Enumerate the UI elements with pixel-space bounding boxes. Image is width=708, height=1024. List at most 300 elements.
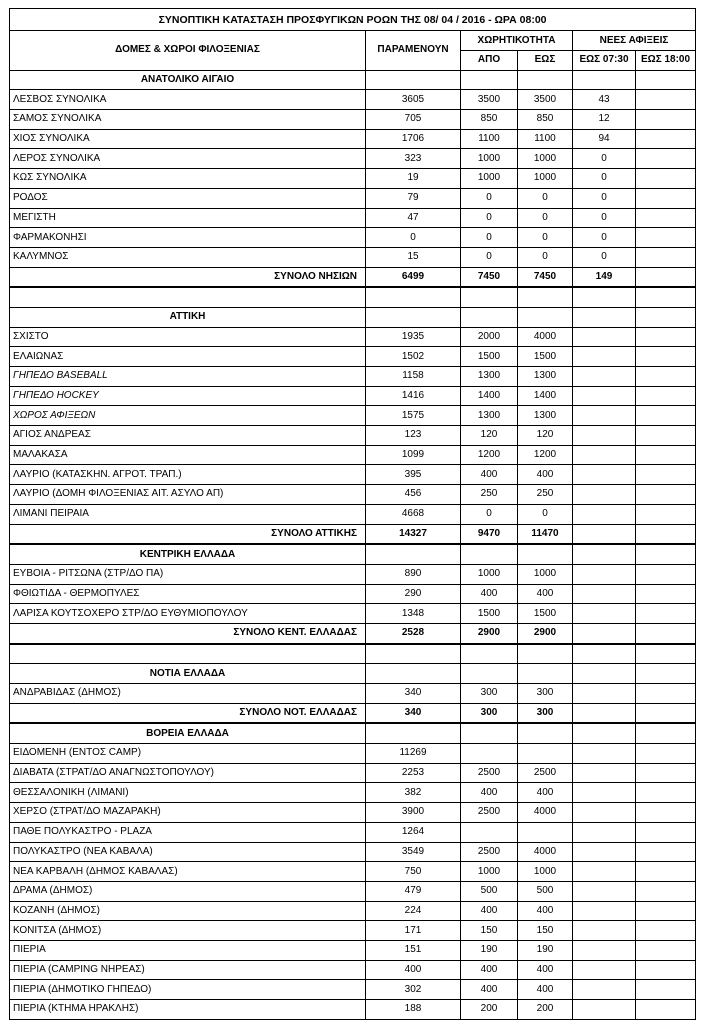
arrivals-1800-cell: [636, 287, 696, 307]
facility-name-cell: ΒΟΡΕΙΑ ΕΛΛΑΔΑ: [10, 723, 366, 743]
capacity-to-cell: 500: [518, 881, 573, 901]
arrivals-1800-cell: [636, 524, 696, 544]
arrivals-1800-cell: [636, 604, 696, 624]
remaining-cell: 2528: [366, 623, 461, 643]
remaining-cell: 705: [366, 110, 461, 130]
arrivals-1800-cell: [636, 783, 696, 803]
arrivals-0730-cell: [573, 940, 636, 960]
capacity-from-cell: [461, 307, 518, 327]
table-row: [10, 564, 696, 584]
facility-name-cell: ΣΧΙΣΤΟ: [10, 327, 366, 347]
facility-name-cell: ΣΥΝΟΛΟ ΑΤΤΙΚΗΣ: [10, 524, 366, 544]
table-row: [10, 862, 696, 882]
capacity-from-cell: 0: [461, 247, 518, 267]
remaining-cell: 3900: [366, 803, 461, 823]
capacity-from-cell: 1000: [461, 149, 518, 169]
arrivals-1800-cell: [636, 584, 696, 604]
section-header-row: [10, 544, 696, 564]
arrivals-0730-cell: [573, 980, 636, 1000]
remaining-cell: 290: [366, 584, 461, 604]
table-row: [10, 386, 696, 406]
capacity-to-cell: [518, 644, 573, 664]
title-row: [10, 9, 696, 31]
facility-name-cell: ΚΩΣ ΣΥΝΟΛΙΚΑ: [10, 169, 366, 189]
capacity-to-cell: 400: [518, 783, 573, 803]
arrivals-1800-cell: [636, 723, 696, 743]
capacity-from-cell: 2000: [461, 327, 518, 347]
arrivals-1800-cell: [636, 504, 696, 524]
capacity-from-cell: [461, 744, 518, 764]
table-row: [10, 445, 696, 465]
capacity-from-cell: 1300: [461, 406, 518, 426]
capacity-from-cell: 2500: [461, 842, 518, 862]
arrivals-0730-cell: 0: [573, 208, 636, 228]
arrivals-1800-cell: [636, 644, 696, 664]
table-row: [10, 110, 696, 130]
arrivals-0730-cell: [573, 862, 636, 882]
arrivals-0730-cell: 0: [573, 169, 636, 189]
capacity-to-cell: 1000: [518, 564, 573, 584]
arrivals-1800-cell: [636, 149, 696, 169]
capacity-to-cell: 1200: [518, 445, 573, 465]
arrivals-1800-cell: [636, 901, 696, 921]
arrivals-0730-cell: [573, 485, 636, 505]
arrivals-0730-cell: [573, 327, 636, 347]
capacity-to-cell: 0: [518, 504, 573, 524]
remaining-cell: [366, 723, 461, 743]
facility-name-cell: ΦΑΡΜΑΚΟΝΗΣΙ: [10, 228, 366, 248]
arrivals-0730-cell: [573, 604, 636, 624]
arrivals-0730-cell: [573, 584, 636, 604]
table-row: [10, 208, 696, 228]
arrivals-1800-cell: [636, 862, 696, 882]
remaining-cell: 890: [366, 564, 461, 584]
remaining-cell: 11269: [366, 744, 461, 764]
capacity-from-cell: 0: [461, 504, 518, 524]
remaining-cell: 3549: [366, 842, 461, 862]
header-row-1: [10, 31, 696, 51]
facility-name-cell: ΦΘΙΩΤΙΔΑ - ΘΕΡΜΟΠΥΛΕΣ: [10, 584, 366, 604]
remaining-cell: [366, 544, 461, 564]
arrivals-1800-cell: [636, 426, 696, 446]
capacity-from-cell: 400: [461, 465, 518, 485]
capacity-to-cell: [518, 744, 573, 764]
arrivals-1800-cell: [636, 744, 696, 764]
capacity-to-cell: 190: [518, 940, 573, 960]
capacity-to-cell: 1000: [518, 862, 573, 882]
table-row: [10, 228, 696, 248]
arrivals-1800-cell: [636, 842, 696, 862]
arrivals-0730-cell: [573, 803, 636, 823]
facility-name-cell: ΠΙΕΡΙΑ (ΔΗΜΟΤΙΚΟ ΓΗΠΕΔΟ): [10, 980, 366, 1000]
remaining-cell: 323: [366, 149, 461, 169]
capacity-from-cell: 2500: [461, 763, 518, 783]
table-row: [10, 485, 696, 505]
arrivals-1800-cell: [636, 763, 696, 783]
arrivals-0730-cell: [573, 960, 636, 980]
arrivals-0730-cell: [573, 465, 636, 485]
header-arrivals-0730: ΕΩΣ 07:30: [573, 51, 636, 71]
facility-name-cell: ΧΕΡΣΟ (ΣΤΡΑΤ/ΔΟ ΜΑΖΑΡΑΚΗ): [10, 803, 366, 823]
table-row: [10, 327, 696, 347]
capacity-from-cell: 2900: [461, 623, 518, 643]
arrivals-1800-cell: [636, 169, 696, 189]
capacity-to-cell: 0: [518, 228, 573, 248]
remaining-cell: 1158: [366, 367, 461, 387]
capacity-from-cell: 400: [461, 980, 518, 1000]
arrivals-1800-cell: [636, 267, 696, 287]
table-row: [10, 980, 696, 1000]
remaining-cell: 15: [366, 247, 461, 267]
table-row: [10, 465, 696, 485]
capacity-to-cell: 250: [518, 485, 573, 505]
arrivals-1800-cell: [636, 564, 696, 584]
table-row: [10, 881, 696, 901]
arrivals-1800-cell: [636, 129, 696, 149]
capacity-to-cell: 1500: [518, 604, 573, 624]
remaining-cell: 47: [366, 208, 461, 228]
capacity-to-cell: 2500: [518, 763, 573, 783]
arrivals-1800-cell: [636, 544, 696, 564]
capacity-to-cell: [518, 307, 573, 327]
header-remaining: ΠΑΡΑΜΕΝΟΥΝ: [366, 31, 461, 71]
arrivals-1800-cell: [636, 960, 696, 980]
arrivals-0730-cell: [573, 644, 636, 664]
blank-row: [10, 644, 696, 664]
capacity-to-cell: [518, 544, 573, 564]
facility-name-cell: ΛΕΣΒΟΣ ΣΥΝΟΛΙΚΑ: [10, 90, 366, 110]
table-row: [10, 169, 696, 189]
arrivals-0730-cell: [573, 307, 636, 327]
capacity-from-cell: 200: [461, 1000, 518, 1020]
capacity-from-cell: 1400: [461, 386, 518, 406]
facility-name-cell: ΣΥΝΟΛΟ ΝΗΣΙΩΝ: [10, 267, 366, 287]
arrivals-1800-cell: [636, 90, 696, 110]
arrivals-1800-cell: [636, 347, 696, 367]
arrivals-0730-cell: [573, 901, 636, 921]
arrivals-0730-cell: [573, 445, 636, 465]
arrivals-1800-cell: [636, 208, 696, 228]
remaining-cell: [366, 664, 461, 684]
facility-name-cell: ΝΕΑ ΚΑΡΒΑΛΗ (ΔΗΜΟΣ ΚΑΒΑΛΑΣ): [10, 862, 366, 882]
facility-name-cell: ΑΤΤΙΚΗ: [10, 307, 366, 327]
facility-name-cell: ΕΙΔΟΜΕΝΗ (ΕΝΤΟΣ CAMP): [10, 744, 366, 764]
remaining-cell: 340: [366, 684, 461, 704]
arrivals-1800-cell: [636, 1000, 696, 1020]
remaining-cell: [366, 644, 461, 664]
capacity-from-cell: 9470: [461, 524, 518, 544]
capacity-from-cell: 400: [461, 901, 518, 921]
table-row: [10, 940, 696, 960]
capacity-to-cell: 1500: [518, 347, 573, 367]
table-row: [10, 960, 696, 980]
remaining-cell: 456: [366, 485, 461, 505]
facility-name-cell: ΛΑΡΙΣΑ ΚΟΥΤΣΟΧΕΡΟ ΣΤΡ/ΔΟ ΕΥΘΥΜΙΟΠΟΥΛΟΥ: [10, 604, 366, 624]
table-row: [10, 803, 696, 823]
capacity-from-cell: 300: [461, 703, 518, 723]
capacity-from-cell: 120: [461, 426, 518, 446]
facility-name-cell: [10, 287, 366, 307]
remaining-cell: 1348: [366, 604, 461, 624]
arrivals-0730-cell: [573, 703, 636, 723]
facility-name-cell: ΝΟΤΙΑ ΕΛΛΑΔΑ: [10, 664, 366, 684]
facility-name-cell: ΚΟΝΙΤΣΑ (ΔΗΜΟΣ): [10, 921, 366, 941]
arrivals-0730-cell: 94: [573, 129, 636, 149]
facility-name-cell: ΚΑΛΥΜΝΟΣ: [10, 247, 366, 267]
facility-name-cell: ΠΟΛΥΚΑΣΤΡΟ (ΝΕΑ ΚΑΒΑΛΑ): [10, 842, 366, 862]
header-capacity: ΧΩΡΗΤΙΚΟΤΗΤΑ: [461, 31, 573, 51]
remaining-cell: 6499: [366, 267, 461, 287]
arrivals-0730-cell: [573, 1000, 636, 1020]
capacity-from-cell: 1500: [461, 347, 518, 367]
table-row: [10, 367, 696, 387]
arrivals-1800-cell: [636, 921, 696, 941]
table-row: [10, 149, 696, 169]
header-new-arrivals: ΝΕΕΣ ΑΦΙΞΕΙΣ: [573, 31, 696, 51]
table-row: [10, 426, 696, 446]
capacity-from-cell: 400: [461, 584, 518, 604]
capacity-to-cell: 4000: [518, 327, 573, 347]
facility-name-cell: ΜΕΓΙΣΤΗ: [10, 208, 366, 228]
capacity-to-cell: 300: [518, 684, 573, 704]
facility-name-cell: ΛΕΡΟΣ ΣΥΝΟΛΙΚΑ: [10, 149, 366, 169]
capacity-to-cell: 1400: [518, 386, 573, 406]
capacity-from-cell: 0: [461, 188, 518, 208]
table-row: [10, 842, 696, 862]
capacity-from-cell: 1000: [461, 862, 518, 882]
capacity-to-cell: 1300: [518, 367, 573, 387]
arrivals-0730-cell: 0: [573, 149, 636, 169]
arrivals-1800-cell: [636, 110, 696, 130]
arrivals-0730-cell: 149: [573, 267, 636, 287]
remaining-cell: 1935: [366, 327, 461, 347]
arrivals-0730-cell: [573, 347, 636, 367]
remaining-cell: 479: [366, 881, 461, 901]
capacity-to-cell: 1000: [518, 149, 573, 169]
capacity-from-cell: [461, 287, 518, 307]
table-row: [10, 783, 696, 803]
arrivals-1800-cell: [636, 386, 696, 406]
arrivals-0730-cell: [573, 842, 636, 862]
arrivals-0730-cell: 43: [573, 90, 636, 110]
facility-name-cell: ΑΓΙΟΣ ΑΝΔΡΕΑΣ: [10, 426, 366, 446]
total-row: [10, 703, 696, 723]
arrivals-1800-cell: [636, 307, 696, 327]
arrivals-1800-cell: [636, 881, 696, 901]
capacity-from-cell: 2500: [461, 803, 518, 823]
arrivals-0730-cell: 0: [573, 188, 636, 208]
capacity-from-cell: 500: [461, 881, 518, 901]
remaining-cell: 395: [366, 465, 461, 485]
capacity-from-cell: 7450: [461, 267, 518, 287]
facility-name-cell: ΓΗΠΕΔΟ HOCKEY: [10, 386, 366, 406]
facility-name-cell: ΘΕΣΣΑΛΟΝΙΚΗ (ΛΙΜΑΝΙ): [10, 783, 366, 803]
arrivals-0730-cell: 0: [573, 247, 636, 267]
arrivals-0730-cell: [573, 783, 636, 803]
remaining-cell: [366, 307, 461, 327]
facility-name-cell: ΡΟΔΟΣ: [10, 188, 366, 208]
arrivals-0730-cell: [573, 287, 636, 307]
remaining-cell: 1264: [366, 822, 461, 842]
capacity-from-cell: 150: [461, 921, 518, 941]
arrivals-0730-cell: [573, 623, 636, 643]
remaining-cell: 4668: [366, 504, 461, 524]
remaining-cell: 750: [366, 862, 461, 882]
arrivals-0730-cell: [573, 564, 636, 584]
blank-row: [10, 287, 696, 307]
capacity-to-cell: 300: [518, 703, 573, 723]
facility-name-cell: ΜΑΛΑΚΑΣΑ: [10, 445, 366, 465]
capacity-to-cell: 3500: [518, 90, 573, 110]
arrivals-1800-cell: [636, 940, 696, 960]
remaining-cell: 123: [366, 426, 461, 446]
table-row: [10, 604, 696, 624]
total-row: [10, 623, 696, 643]
capacity-from-cell: 850: [461, 110, 518, 130]
remaining-cell: 79: [366, 188, 461, 208]
remaining-cell: 400: [366, 960, 461, 980]
arrivals-0730-cell: [573, 70, 636, 90]
remaining-cell: 1099: [366, 445, 461, 465]
arrivals-1800-cell: [636, 247, 696, 267]
capacity-from-cell: 0: [461, 208, 518, 228]
arrivals-1800-cell: [636, 465, 696, 485]
table-row: [10, 901, 696, 921]
table-row: [10, 188, 696, 208]
table-row: [10, 406, 696, 426]
table-row: [10, 921, 696, 941]
arrivals-0730-cell: [573, 386, 636, 406]
facility-name-cell: ΠΑΘΕ ΠΟΛΥΚΑΣΤΡΟ - PLAZA: [10, 822, 366, 842]
remaining-cell: 0: [366, 228, 461, 248]
capacity-to-cell: [518, 822, 573, 842]
capacity-from-cell: 3500: [461, 90, 518, 110]
facility-name-cell: ΔΙΑΒΑΤΑ (ΣΤΡΑΤ/ΔΟ ΑΝΑΓΝΩΣΤΟΠΟΥΛΟΥ): [10, 763, 366, 783]
capacity-to-cell: 11470: [518, 524, 573, 544]
remaining-cell: 1575: [366, 406, 461, 426]
arrivals-1800-cell: [636, 703, 696, 723]
capacity-to-cell: 0: [518, 188, 573, 208]
table-row: [10, 763, 696, 783]
arrivals-0730-cell: [573, 881, 636, 901]
capacity-from-cell: [461, 822, 518, 842]
remaining-cell: [366, 70, 461, 90]
capacity-to-cell: 0: [518, 208, 573, 228]
capacity-to-cell: [518, 287, 573, 307]
arrivals-0730-cell: [573, 664, 636, 684]
capacity-from-cell: 1500: [461, 604, 518, 624]
arrivals-0730-cell: [573, 504, 636, 524]
capacity-from-cell: 1000: [461, 169, 518, 189]
header-capacity-to: ΕΩΣ: [518, 51, 573, 71]
section-header-row: [10, 723, 696, 743]
section-header-row: [10, 664, 696, 684]
remaining-cell: 382: [366, 783, 461, 803]
arrivals-1800-cell: [636, 188, 696, 208]
arrivals-1800-cell: [636, 367, 696, 387]
table-row: [10, 347, 696, 367]
capacity-from-cell: 190: [461, 940, 518, 960]
capacity-to-cell: [518, 664, 573, 684]
arrivals-1800-cell: [636, 485, 696, 505]
facility-name-cell: ΚΕΝΤΡΙΚΗ ΕΛΛΑΔΑ: [10, 544, 366, 564]
header-capacity-from: ΑΠΟ: [461, 51, 518, 71]
report-title: ΣΥΝΟΠΤΙΚΗ ΚΑΤΑΣΤΑΣΗ ΠΡΟΣΦΥΓΙΚΩΝ ΡΟΩΝ ΤΗΣ 08/ 04 / 2016 - ΩΡΑ 08:00: [10, 9, 696, 31]
arrivals-0730-cell: [573, 763, 636, 783]
total-row: [10, 524, 696, 544]
arrivals-0730-cell: [573, 367, 636, 387]
capacity-to-cell: 850: [518, 110, 573, 130]
facility-name-cell: ΔΡΑΜΑ (ΔΗΜΟΣ): [10, 881, 366, 901]
remaining-cell: 171: [366, 921, 461, 941]
arrivals-1800-cell: [636, 623, 696, 643]
remaining-cell: [366, 287, 461, 307]
facility-name-cell: ΕΥΒΟΙΑ - ΡΙΤΣΩΝΑ (ΣΤΡ/ΔΟ ΠΑ): [10, 564, 366, 584]
capacity-from-cell: 250: [461, 485, 518, 505]
arrivals-1800-cell: [636, 822, 696, 842]
table-row: [10, 90, 696, 110]
arrivals-0730-cell: [573, 684, 636, 704]
refugee-flows-table: [9, 8, 696, 1020]
arrivals-0730-cell: 12: [573, 110, 636, 130]
remaining-cell: 224: [366, 901, 461, 921]
table-row: [10, 744, 696, 764]
capacity-to-cell: 0: [518, 247, 573, 267]
capacity-to-cell: [518, 723, 573, 743]
remaining-cell: 1706: [366, 129, 461, 149]
capacity-to-cell: 4000: [518, 803, 573, 823]
remaining-cell: 3605: [366, 90, 461, 110]
remaining-cell: 340: [366, 703, 461, 723]
capacity-to-cell: 1300: [518, 406, 573, 426]
capacity-from-cell: [461, 723, 518, 743]
facility-name-cell: ΠΙΕΡΙΑ (ΚΤΗΜΑ ΗΡΑΚΛΗΣ): [10, 1000, 366, 1020]
capacity-from-cell: 1200: [461, 445, 518, 465]
facility-name-cell: ΚΟΖΑΝΗ (ΔΗΜΟΣ): [10, 901, 366, 921]
arrivals-0730-cell: 0: [573, 228, 636, 248]
remaining-cell: 151: [366, 940, 461, 960]
arrivals-0730-cell: [573, 426, 636, 446]
capacity-to-cell: 1000: [518, 169, 573, 189]
facility-name-cell: ΠΙΕΡΙΑ: [10, 940, 366, 960]
capacity-from-cell: 1000: [461, 564, 518, 584]
total-row: [10, 267, 696, 287]
capacity-from-cell: 400: [461, 960, 518, 980]
capacity-to-cell: 150: [518, 921, 573, 941]
remaining-cell: 1416: [366, 386, 461, 406]
capacity-from-cell: [461, 664, 518, 684]
capacity-to-cell: 200: [518, 1000, 573, 1020]
facility-name-cell: ΑΝΑΤΟΛΙΚΟ ΑΙΓΑΙΟ: [10, 70, 366, 90]
remaining-cell: 2253: [366, 763, 461, 783]
arrivals-1800-cell: [636, 70, 696, 90]
facility-name-cell: ΑΝΔΡΑΒΙΔΑΣ (ΔΗΜΟΣ): [10, 684, 366, 704]
capacity-from-cell: [461, 644, 518, 664]
table-row: [10, 584, 696, 604]
remaining-cell: 19: [366, 169, 461, 189]
capacity-to-cell: 4000: [518, 842, 573, 862]
arrivals-1800-cell: [636, 228, 696, 248]
facility-name-cell: ΓΗΠΕΔΟ BASEBALL: [10, 367, 366, 387]
table-row: [10, 684, 696, 704]
capacity-to-cell: 400: [518, 901, 573, 921]
capacity-to-cell: 2900: [518, 623, 573, 643]
arrivals-1800-cell: [636, 445, 696, 465]
capacity-to-cell: 1100: [518, 129, 573, 149]
remaining-cell: 14327: [366, 524, 461, 544]
table-row: [10, 822, 696, 842]
arrivals-0730-cell: [573, 406, 636, 426]
